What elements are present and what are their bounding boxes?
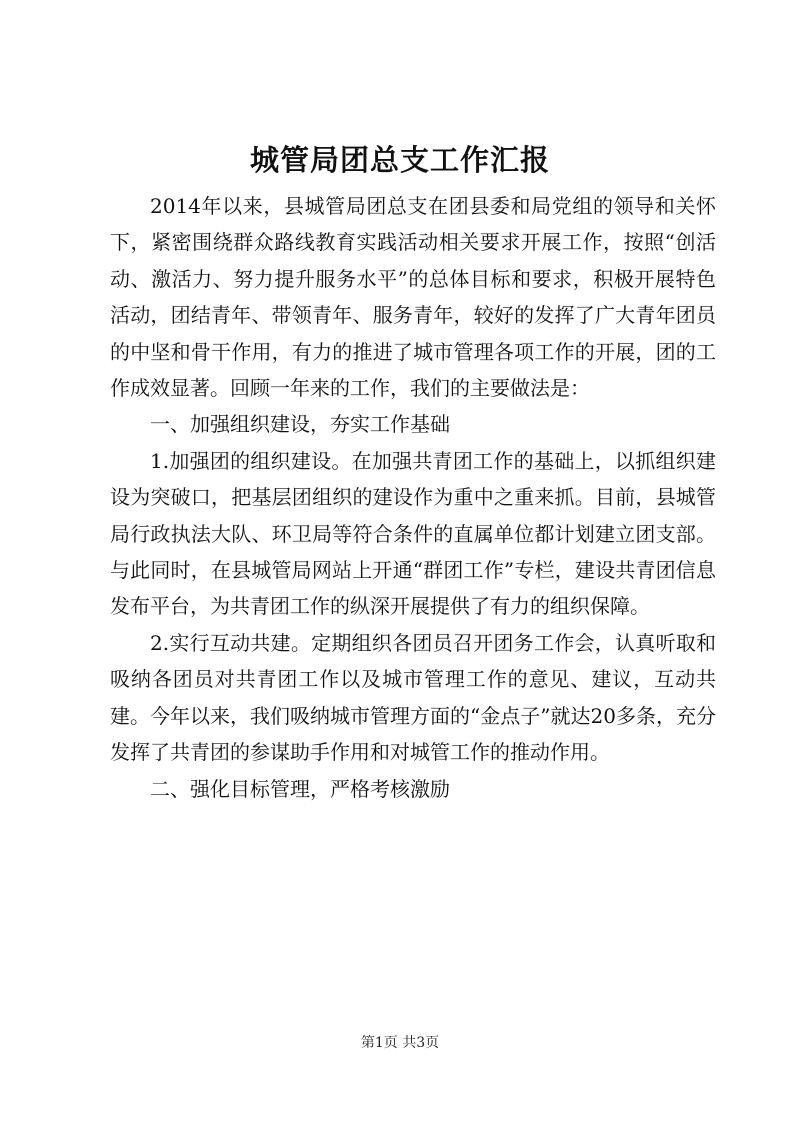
section-heading-2: 二、强化目标管理，严格考核激励 [150,776,450,801]
document-body [110,188,716,807]
document-title: 城管局团总支工作汇报 [249,143,550,177]
page-footer: 第1页 共3页 [360,1035,440,1051]
intro-paragraph: 2014年以来，县城管局团总支在团县委和局党组的领导和关怀下，紧密围绕群众路线教育实践活动相关要求开展工作，按照“创活动、激活力、努力提升服务水平”的总体目标和要求，积极开展特色活动，团结青年、带领青年、服务青年，较好的发挥了广大青年团员的中坚和骨干作用，有力的推进了城市管理各项工作的开展，团的工作成效显著。回顾一年来的工作，我们的主要做法是： [110,194,716,401]
item-paragraph-2: 2.实行互动共建。定期组织各团员召开团务工作会，认真听取和吸纳各团员对共青团工作以及城市管理工作的意见、建议，互动共建。今年以来，我们吸纳城市管理方面的“金点子”就达20多条，充分发挥了共青团的参谋助手作用和对城管工作的推动作用。 [110,630,716,765]
item-paragraph-1: 1.加强团的组织建设。在加强共青团工作的基础上，以抓组织建设为突破口，把基层团组织的建设作为重中之重来抓。目前，县城管局行政执法大队、环卫局等符合条件的直属单位都计划建立团支部。与此同时，在县城管局网站上开通“群团工作”专栏，建设共青团信息发布平台，为共青团工作的纵深开展提供了有力的组织保障。 [110,448,716,619]
section-heading-1: 一、加强组织建设，夯实工作基础 [150,412,450,437]
